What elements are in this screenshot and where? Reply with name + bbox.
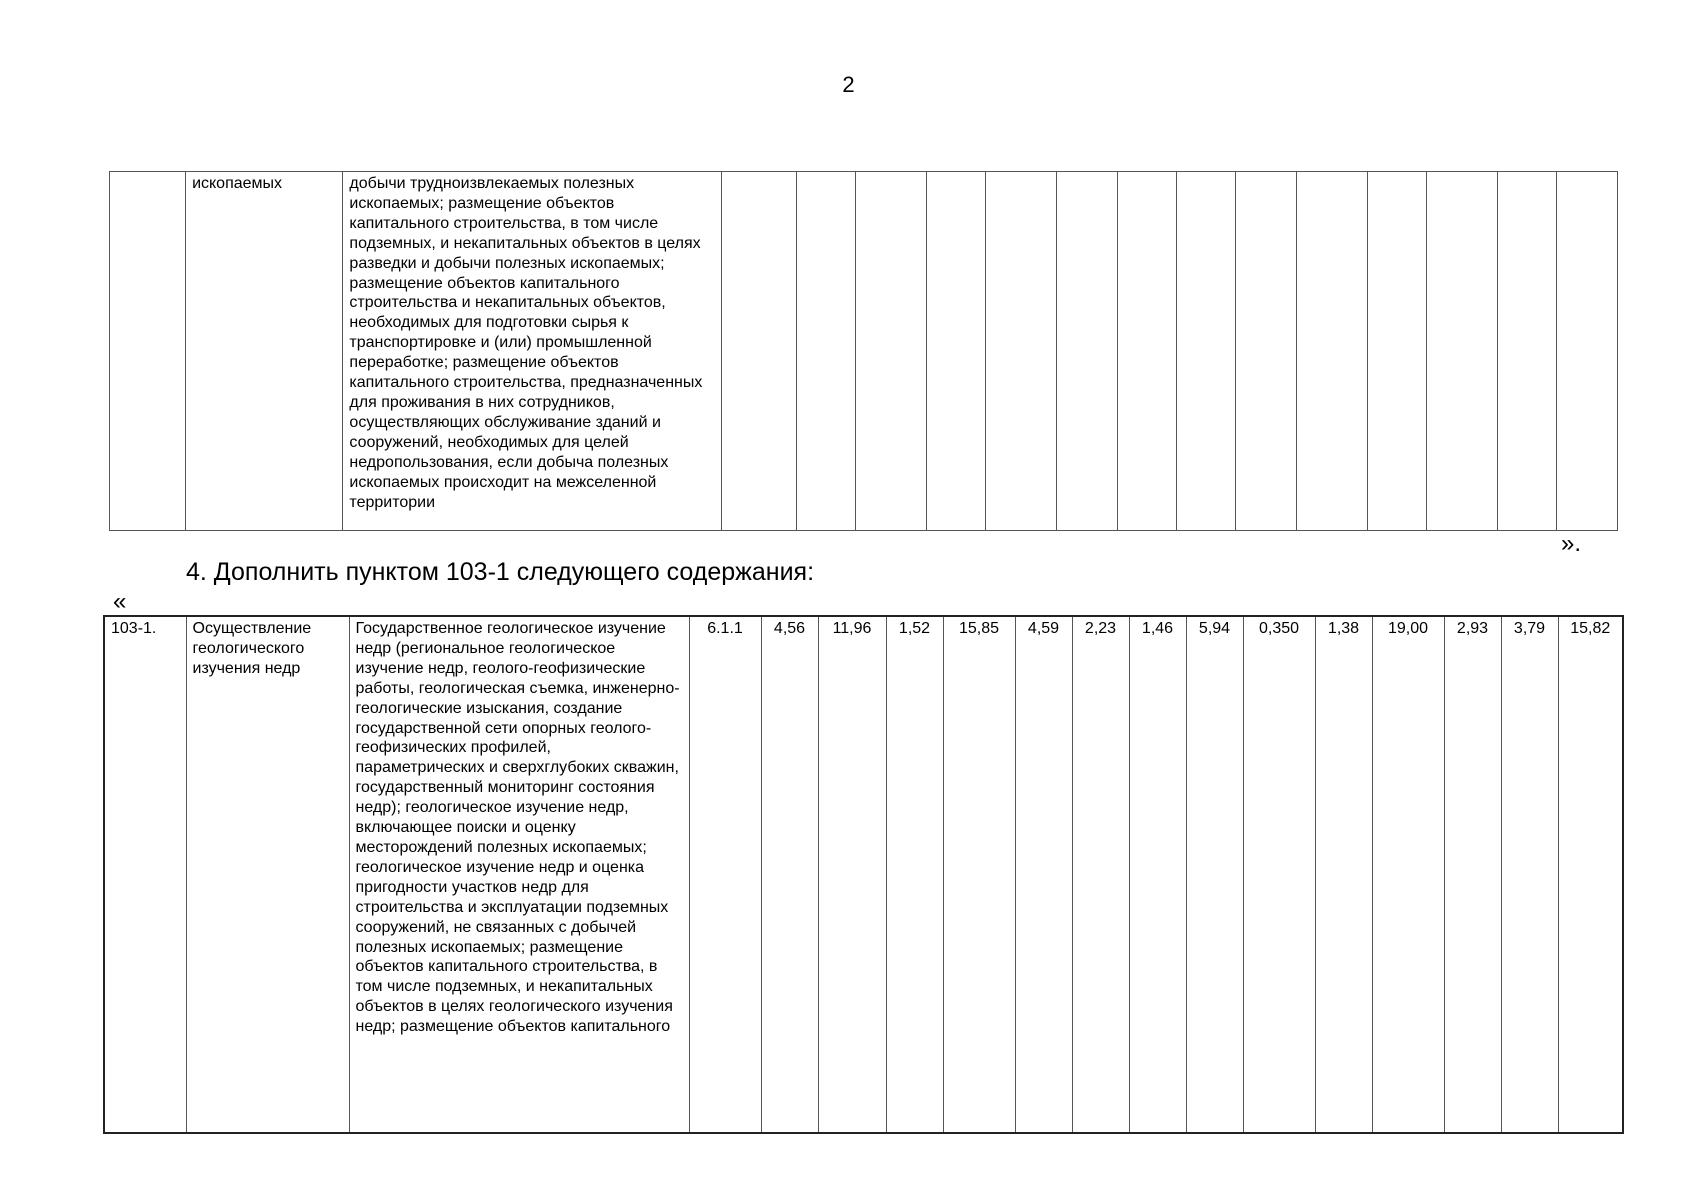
new-item-table [103,615,1624,1134]
value-cell: 15,82 [1558,616,1623,1133]
value-cell [1296,172,1367,531]
value-cell [1367,172,1426,531]
section-heading: 4. Дополнить пунктом 103-1 следующего содержания: [186,558,815,586]
value-cell: 1,46 [1129,616,1186,1133]
value-cell: 5,94 [1186,616,1243,1133]
code-cell: 6.1.1 [689,616,761,1133]
continued-table [109,171,1618,531]
value-cell: 4,56 [761,616,818,1133]
value-cell: 4,59 [1015,616,1072,1133]
page-number: 2 [842,72,855,97]
value-cell [856,172,927,531]
value-cell: 1,52 [886,616,943,1133]
table-row [104,616,1623,1133]
value-cell: 0,350 [1243,616,1315,1133]
value-cell [721,172,796,531]
value-cell: 2,93 [1444,616,1501,1133]
value-cell: 19,00 [1372,616,1444,1133]
value-cell [1427,172,1498,531]
opening-quote: « [113,588,127,615]
value-cell: 1,38 [1315,616,1372,1133]
activity-description-cell: Государственное геологическое изучение недр (региональное геологическое изучение недр, геолого-геофизические работы, геологическая съемка, инженерно-геологические изыскания, создание государственной сети опорных геолого-геофизических профилей, параметрических и сверхглубоких скважин, государственный мониторинг состояния недр); геологическое изучение недр, включающее поиски и оценку месторождений полезных ископаемых; геологическое изучение недр и оценка пригодности участков недр для строительства и эксплуатации подземных сооружений, не связанных с добычей полезных ископаемых; размещение объектов капитального строительства, в том числе подземных, и некапитальных объектов в целях геологического изучения недр; размещение объектов капитального [349,616,689,1133]
value-cell [986,172,1057,531]
row-number-cell [110,172,186,531]
value-cell [1557,172,1618,531]
activity-name-cell: Осуществление геологического изучения недр [186,616,349,1133]
value-cell [1177,172,1236,531]
value-cell: 11,96 [818,616,886,1133]
activity-description-cell: добычи трудноизвлекаемых полезных ископаемых; размещение объектов капитального строительства, в том числе подземных, и некапитальных объектов в целях разведки и добычи полезных ископаемых; размещение объектов капитального строительства и некапитальных объектов, необходимых для подготовки сырья к транспортировке и (или) промышленной переработке; размещение объектов капитального строительства, предназначенных для проживания в них сотрудников, осуществляющих обслуживание зданий и сооружений, необходимых для целей недропользования, если добыча полезных ископаемых происходит на межселенной территории [343,172,721,531]
value-cell [796,172,855,531]
activity-name-cell: ископаемых [186,172,343,531]
closing-quote: ». [1561,530,1582,557]
item-number-cell: 103-1. [104,616,186,1133]
value-cell [1236,172,1296,531]
value-cell [1498,172,1557,531]
value-cell: 15,85 [943,616,1015,1133]
value-cell [1117,172,1176,531]
value-cell [1057,172,1117,531]
value-cell: 2,23 [1072,616,1129,1133]
value-cell [927,172,986,531]
value-cell: 3,79 [1501,616,1558,1133]
table-row [110,172,1618,531]
